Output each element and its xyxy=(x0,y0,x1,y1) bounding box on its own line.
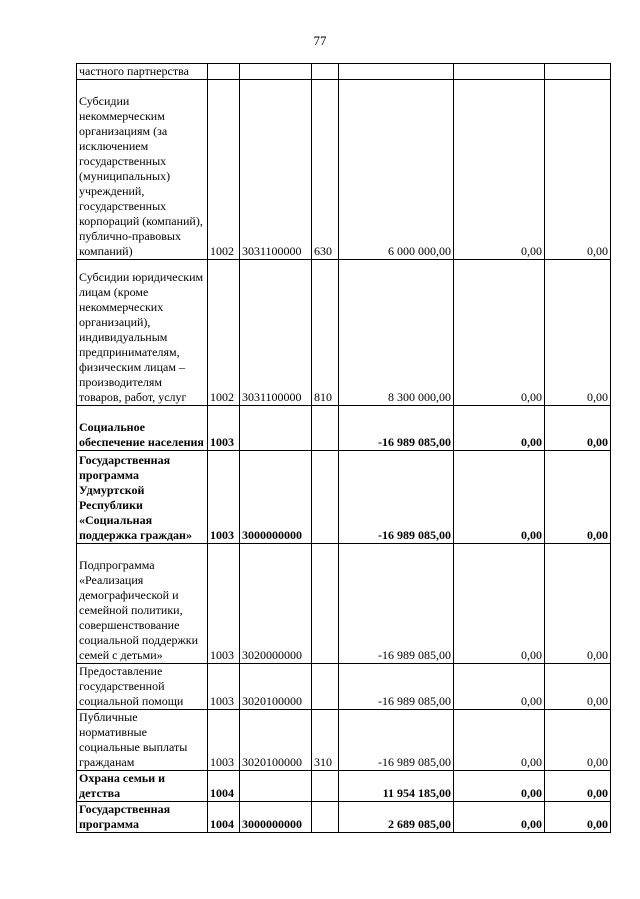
amount-current-year xyxy=(339,64,454,80)
budget-table xyxy=(76,63,611,833)
amount-next-year xyxy=(454,64,545,80)
expense-type-code xyxy=(312,544,339,664)
row-name: частного партнерства xyxy=(77,64,208,80)
amount-following-year: 0,00 xyxy=(545,710,611,771)
section-code: 1003 xyxy=(208,406,240,451)
table-row xyxy=(77,710,611,771)
expense-type-code: 310 xyxy=(312,710,339,771)
amount-current-year: -16 989 085,00 xyxy=(339,664,454,710)
expense-type-code xyxy=(312,771,339,802)
amount-next-year: 0,00 xyxy=(454,664,545,710)
amount-following-year: 0,00 xyxy=(545,664,611,710)
amount-next-year: 0,00 xyxy=(454,710,545,771)
amount-next-year: 0,00 xyxy=(454,406,545,451)
target-article-code: 3031100000 xyxy=(240,260,312,406)
table-row xyxy=(77,80,611,260)
expense-type-code xyxy=(312,664,339,710)
amount-next-year: 0,00 xyxy=(454,802,545,833)
target-article-code: 3031100000 xyxy=(240,80,312,260)
expense-type-code xyxy=(312,64,339,80)
row-name: Подпрограмма «Реализация демографической и семейной политики, совершенствование социальной поддержки семей с детьми» xyxy=(77,544,208,664)
amount-current-year: 11 954 185,00 xyxy=(339,771,454,802)
row-name: Субсидии некоммерческим организациям (за исключением государственных (муниципальных) учреждений, государственных корпораций (компаний), публично-правовых компаний) xyxy=(77,80,208,260)
amount-following-year: 0,00 xyxy=(545,260,611,406)
section-code: 1003 xyxy=(208,664,240,710)
row-name: Государственная программа Удмуртской Республики «Социальная поддержка граждан» xyxy=(77,451,208,544)
expense-type-code xyxy=(312,406,339,451)
amount-following-year: 0,00 xyxy=(545,406,611,451)
amount-next-year: 0,00 xyxy=(454,544,545,664)
target-article-code xyxy=(240,771,312,802)
row-name: Публичные нормативные социальные выплаты гражданам xyxy=(77,710,208,771)
amount-next-year: 0,00 xyxy=(454,80,545,260)
row-name: Охрана семьи и детства xyxy=(77,771,208,802)
row-name: Государственная программа xyxy=(77,802,208,833)
amount-following-year: 0,00 xyxy=(545,771,611,802)
table-row xyxy=(77,771,611,802)
amount-following-year: 0,00 xyxy=(545,802,611,833)
target-article-code xyxy=(240,64,312,80)
target-article-code: 3000000000 xyxy=(240,451,312,544)
amount-next-year: 0,00 xyxy=(454,451,545,544)
section-code: 1004 xyxy=(208,802,240,833)
row-name: Предоставление государственной социальной помощи xyxy=(77,664,208,710)
target-article-code: 3000000000 xyxy=(240,802,312,833)
section-code: 1003 xyxy=(208,451,240,544)
page-number: 77 xyxy=(313,33,327,48)
amount-following-year: 0,00 xyxy=(545,544,611,664)
section-code: 1002 xyxy=(208,80,240,260)
section-code: 1003 xyxy=(208,544,240,664)
section-code: 1003 xyxy=(208,710,240,771)
target-article-code xyxy=(240,406,312,451)
section-code: 1004 xyxy=(208,771,240,802)
amount-current-year: 2 689 085,00 xyxy=(339,802,454,833)
table-row xyxy=(77,406,611,451)
target-article-code: 3020000000 xyxy=(240,544,312,664)
section-code xyxy=(208,64,240,80)
expense-type-code: 810 xyxy=(312,260,339,406)
table-row xyxy=(77,260,611,406)
amount-current-year: -16 989 085,00 xyxy=(339,544,454,664)
row-name: Субсидии юридическим лицам (кроме некоммерческих организаций), индивидуальным предпринимателям, физическим лицам – производителям товаров, работ, услуг xyxy=(77,260,208,406)
amount-current-year: -16 989 085,00 xyxy=(339,710,454,771)
target-article-code: 3020100000 xyxy=(240,710,312,771)
amount-following-year: 0,00 xyxy=(545,80,611,260)
table-row xyxy=(77,544,611,664)
target-article-code: 3020100000 xyxy=(240,664,312,710)
amount-current-year: 8 300 000,00 xyxy=(339,260,454,406)
table-row xyxy=(77,451,611,544)
amount-next-year: 0,00 xyxy=(454,771,545,802)
table-row xyxy=(77,664,611,710)
amount-following-year xyxy=(545,64,611,80)
amount-current-year: -16 989 085,00 xyxy=(339,406,454,451)
amount-current-year: 6 000 000,00 xyxy=(339,80,454,260)
expense-type-code: 630 xyxy=(312,80,339,260)
section-code: 1002 xyxy=(208,260,240,406)
table-row xyxy=(77,802,611,833)
row-name: Социальное обеспечение населения xyxy=(77,406,208,451)
amount-current-year: -16 989 085,00 xyxy=(339,451,454,544)
table-row xyxy=(77,64,611,80)
amount-following-year: 0,00 xyxy=(545,451,611,544)
amount-next-year: 0,00 xyxy=(454,260,545,406)
expense-type-code xyxy=(312,802,339,833)
expense-type-code xyxy=(312,451,339,544)
